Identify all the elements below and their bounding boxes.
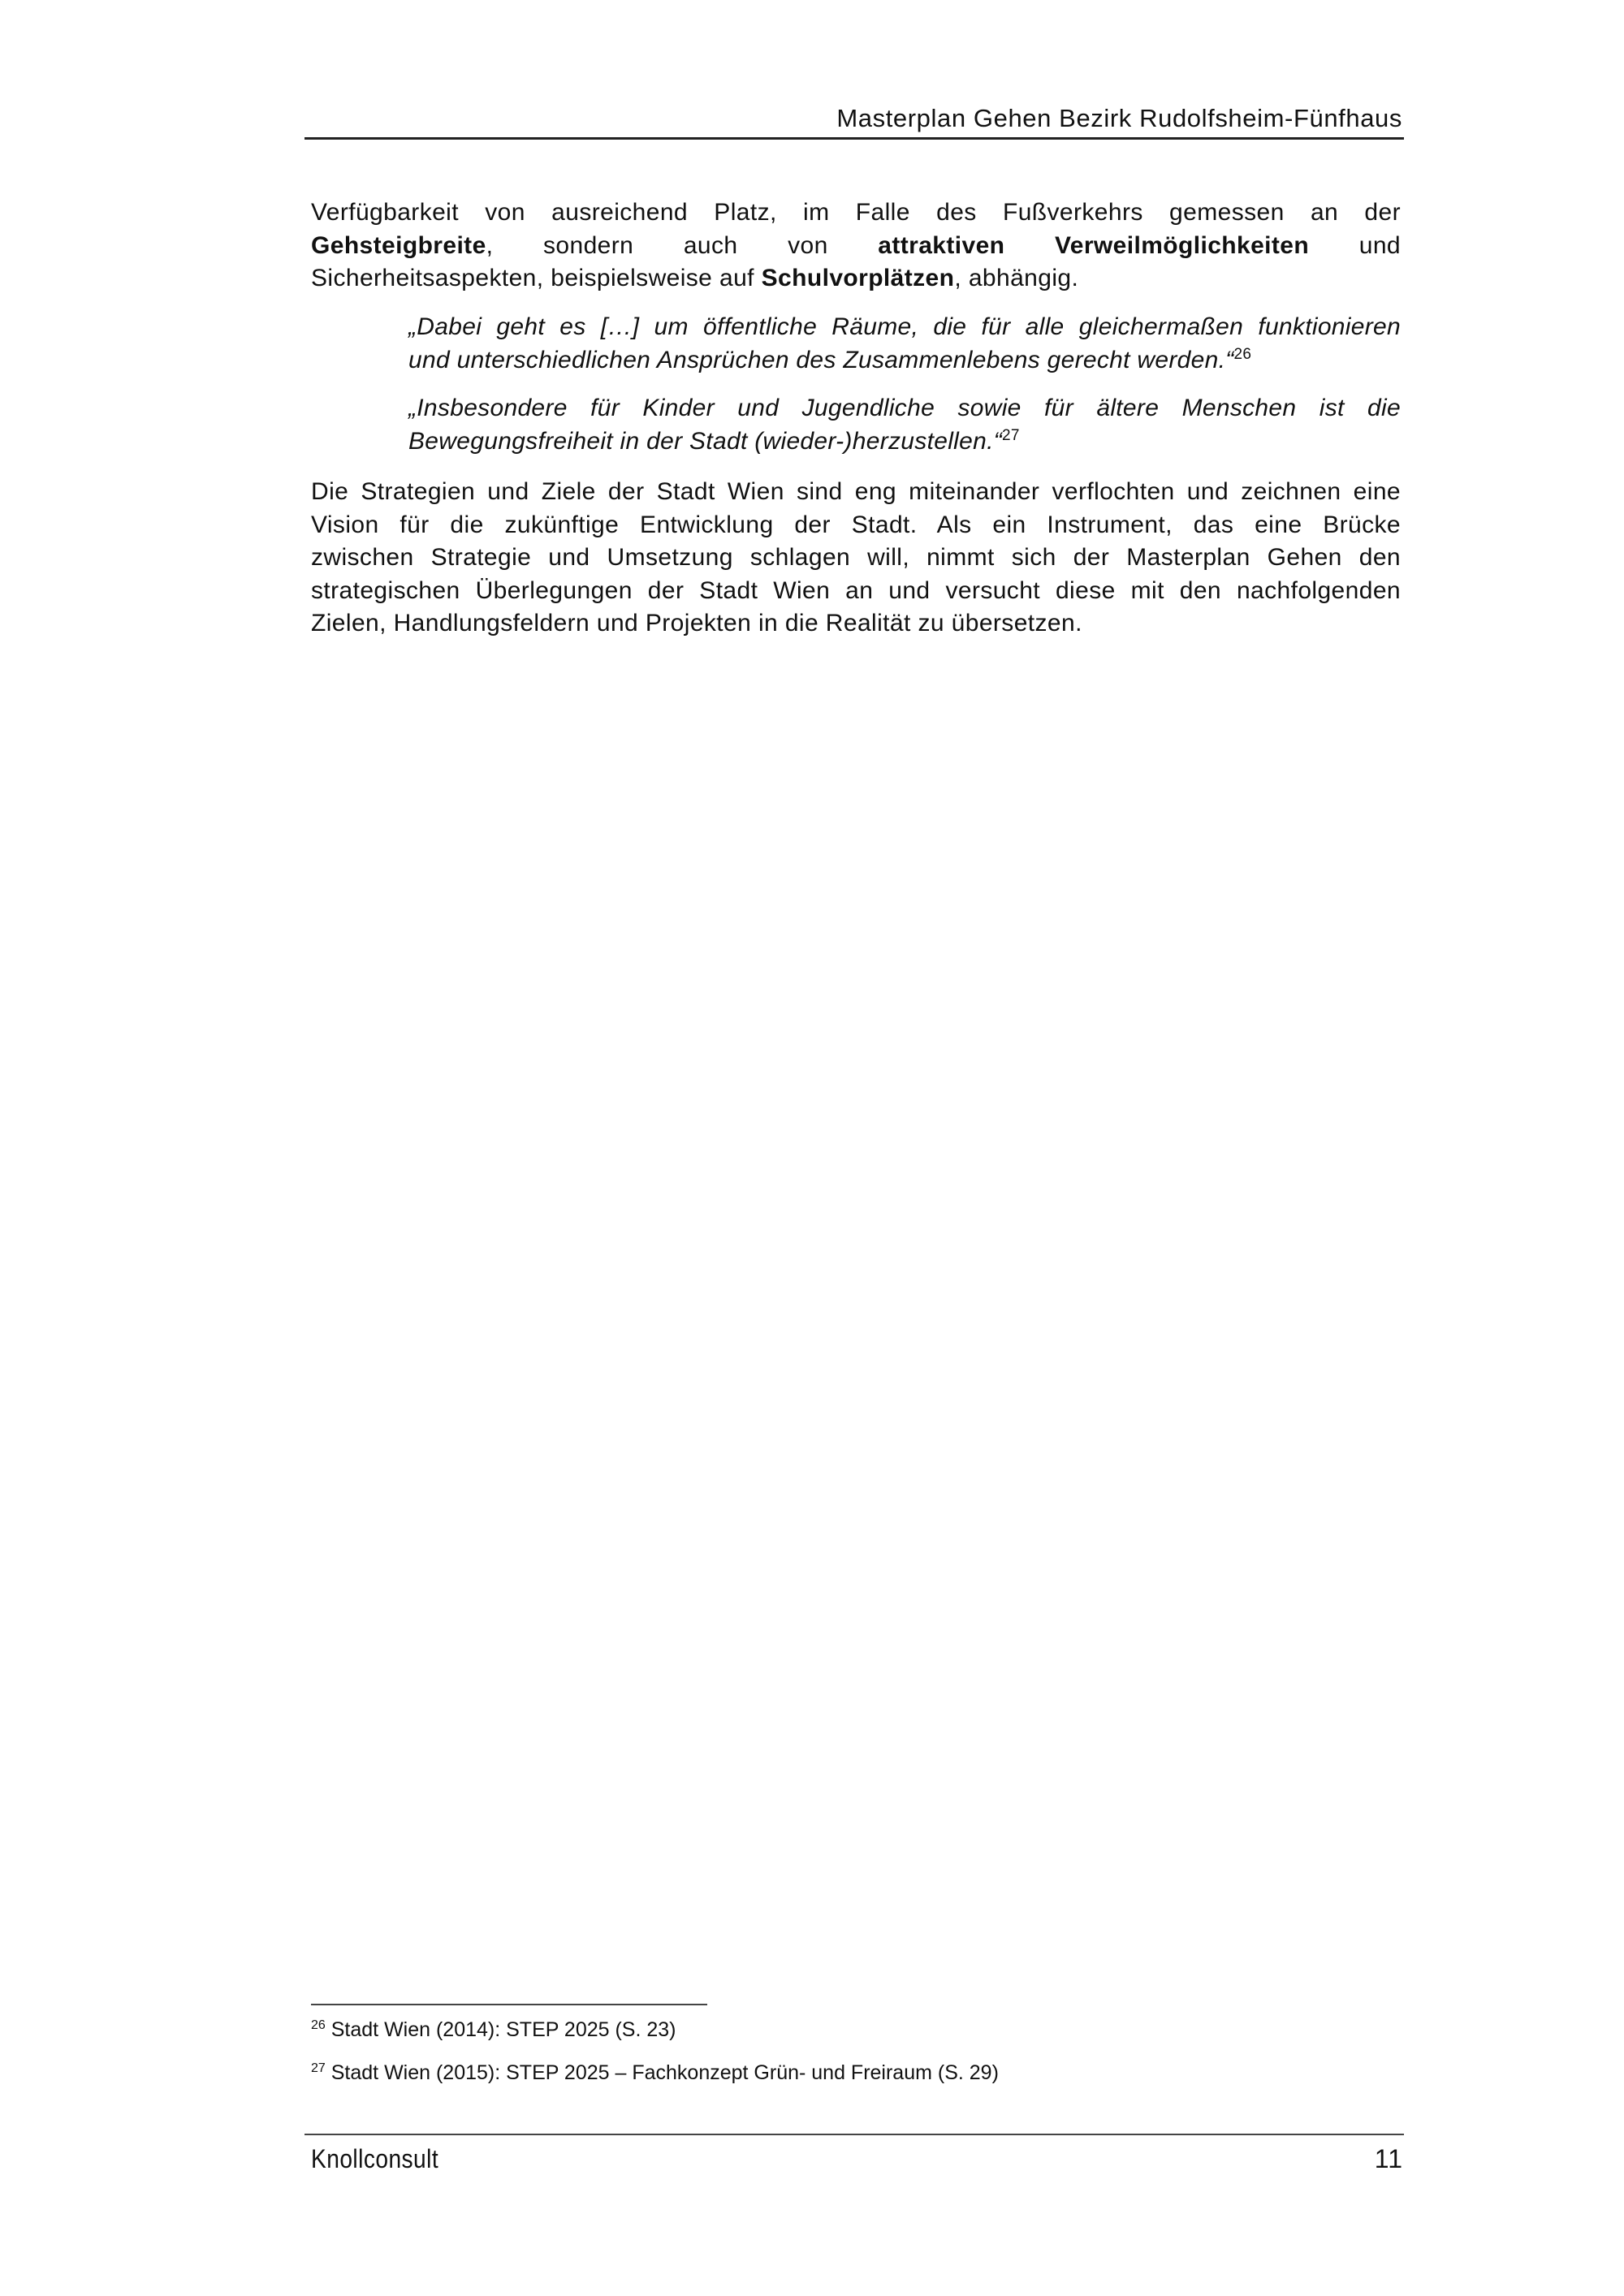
- quote-1-line-2: und unterschiedlichen Ansprüchen des Zusammenlebens gerecht werden.“$^{26}$: [408, 345, 1252, 373]
- paragraph-2-line-3: zwischen Strategie und Umsetzung schlagen will, nimmt sich der Masterplan Gehen den: [311, 544, 1401, 571]
- emphasis-schulvorplaetze: Schulvorplätzen: [761, 265, 955, 291]
- paragraph-2-line-2: Vision für die zukünftige Entwicklung der Stadt. Als ein Instrument, das eine Brücke: [311, 511, 1401, 538]
- footnote-26: [311, 2017, 676, 2043]
- quote-1-line-1: „Dabei geht es […] um öffentliche Räume, die für alle gleichermaßen funktionieren: [408, 313, 1401, 340]
- paragraph-1: [311, 196, 1401, 296]
- paragraph-2-line-1: Die Strategien und Ziele der Stadt Wien sind eng miteinander verflochten und zeichnen eine: [311, 478, 1401, 505]
- header-title: Masterplan Gehen Bezirk Rudolfsheim-Fünfhaus: [836, 104, 1402, 132]
- paragraph-1-line-2: Gehsteigbreite, sondern auch von attraktiven Verweilmöglichkeiten und: [311, 231, 1401, 259]
- footnote-ref-27[interactable]: 27: [1002, 426, 1020, 444]
- footer-company: Knollconsult: [311, 2144, 439, 2173]
- quote-2-line-1: „Insbesondere für Kinder und Jugendliche sowie für ältere Menschen ist die: [408, 395, 1401, 421]
- quote-2-line-2: Bewegungsfreiheit in der Stadt (wieder-)herzustellen.“$^{27}$: [408, 426, 1020, 455]
- paragraph-2-line-4: strategischen Überlegungen der Stadt Wien an und versucht diese mit den nachfolgenden: [311, 576, 1401, 604]
- block-quote-1: [408, 311, 1401, 377]
- paragraph-1-line-1: Verfügbarkeit von ausreichend Platz, im Falle des Fußverkehrs gemessen an der: [311, 199, 1401, 226]
- header-rule: [304, 137, 1404, 140]
- emphasis-gehsteigbreite: Gehsteigbreite: [311, 231, 486, 259]
- emphasis-verweilmoeglichkeiten: attraktiven Verweilmöglichkeiten: [878, 231, 1310, 259]
- block-quote-2: [408, 392, 1401, 458]
- page-number: 11: [1374, 2144, 1403, 2173]
- footnote-27: [311, 2060, 999, 2086]
- paragraph-2-line-5: Zielen, Handlungsfeldern und Projekten in die Realität zu übersetzen.: [311, 610, 1082, 637]
- footnote-number: 26: [311, 2018, 326, 2032]
- paragraph-1-line-3: Sicherheitsaspekten, beispielsweise auf Schulvorplätzen, abhängig.: [311, 265, 1079, 291]
- footnote-ref-26[interactable]: 26: [1233, 345, 1252, 363]
- footer-rule: [304, 2134, 1404, 2135]
- paragraph-2: [311, 476, 1401, 641]
- footnote-separator: [311, 2004, 707, 2005]
- footnote-text: Stadt Wien (2015): STEP 2025 – Fachkonzept Grün- und Freiraum (S. 29): [330, 2061, 999, 2084]
- footnote-text: Stadt Wien (2014): STEP 2025 (S. 23): [330, 2018, 676, 2041]
- footnote-number: 27: [311, 2061, 326, 2075]
